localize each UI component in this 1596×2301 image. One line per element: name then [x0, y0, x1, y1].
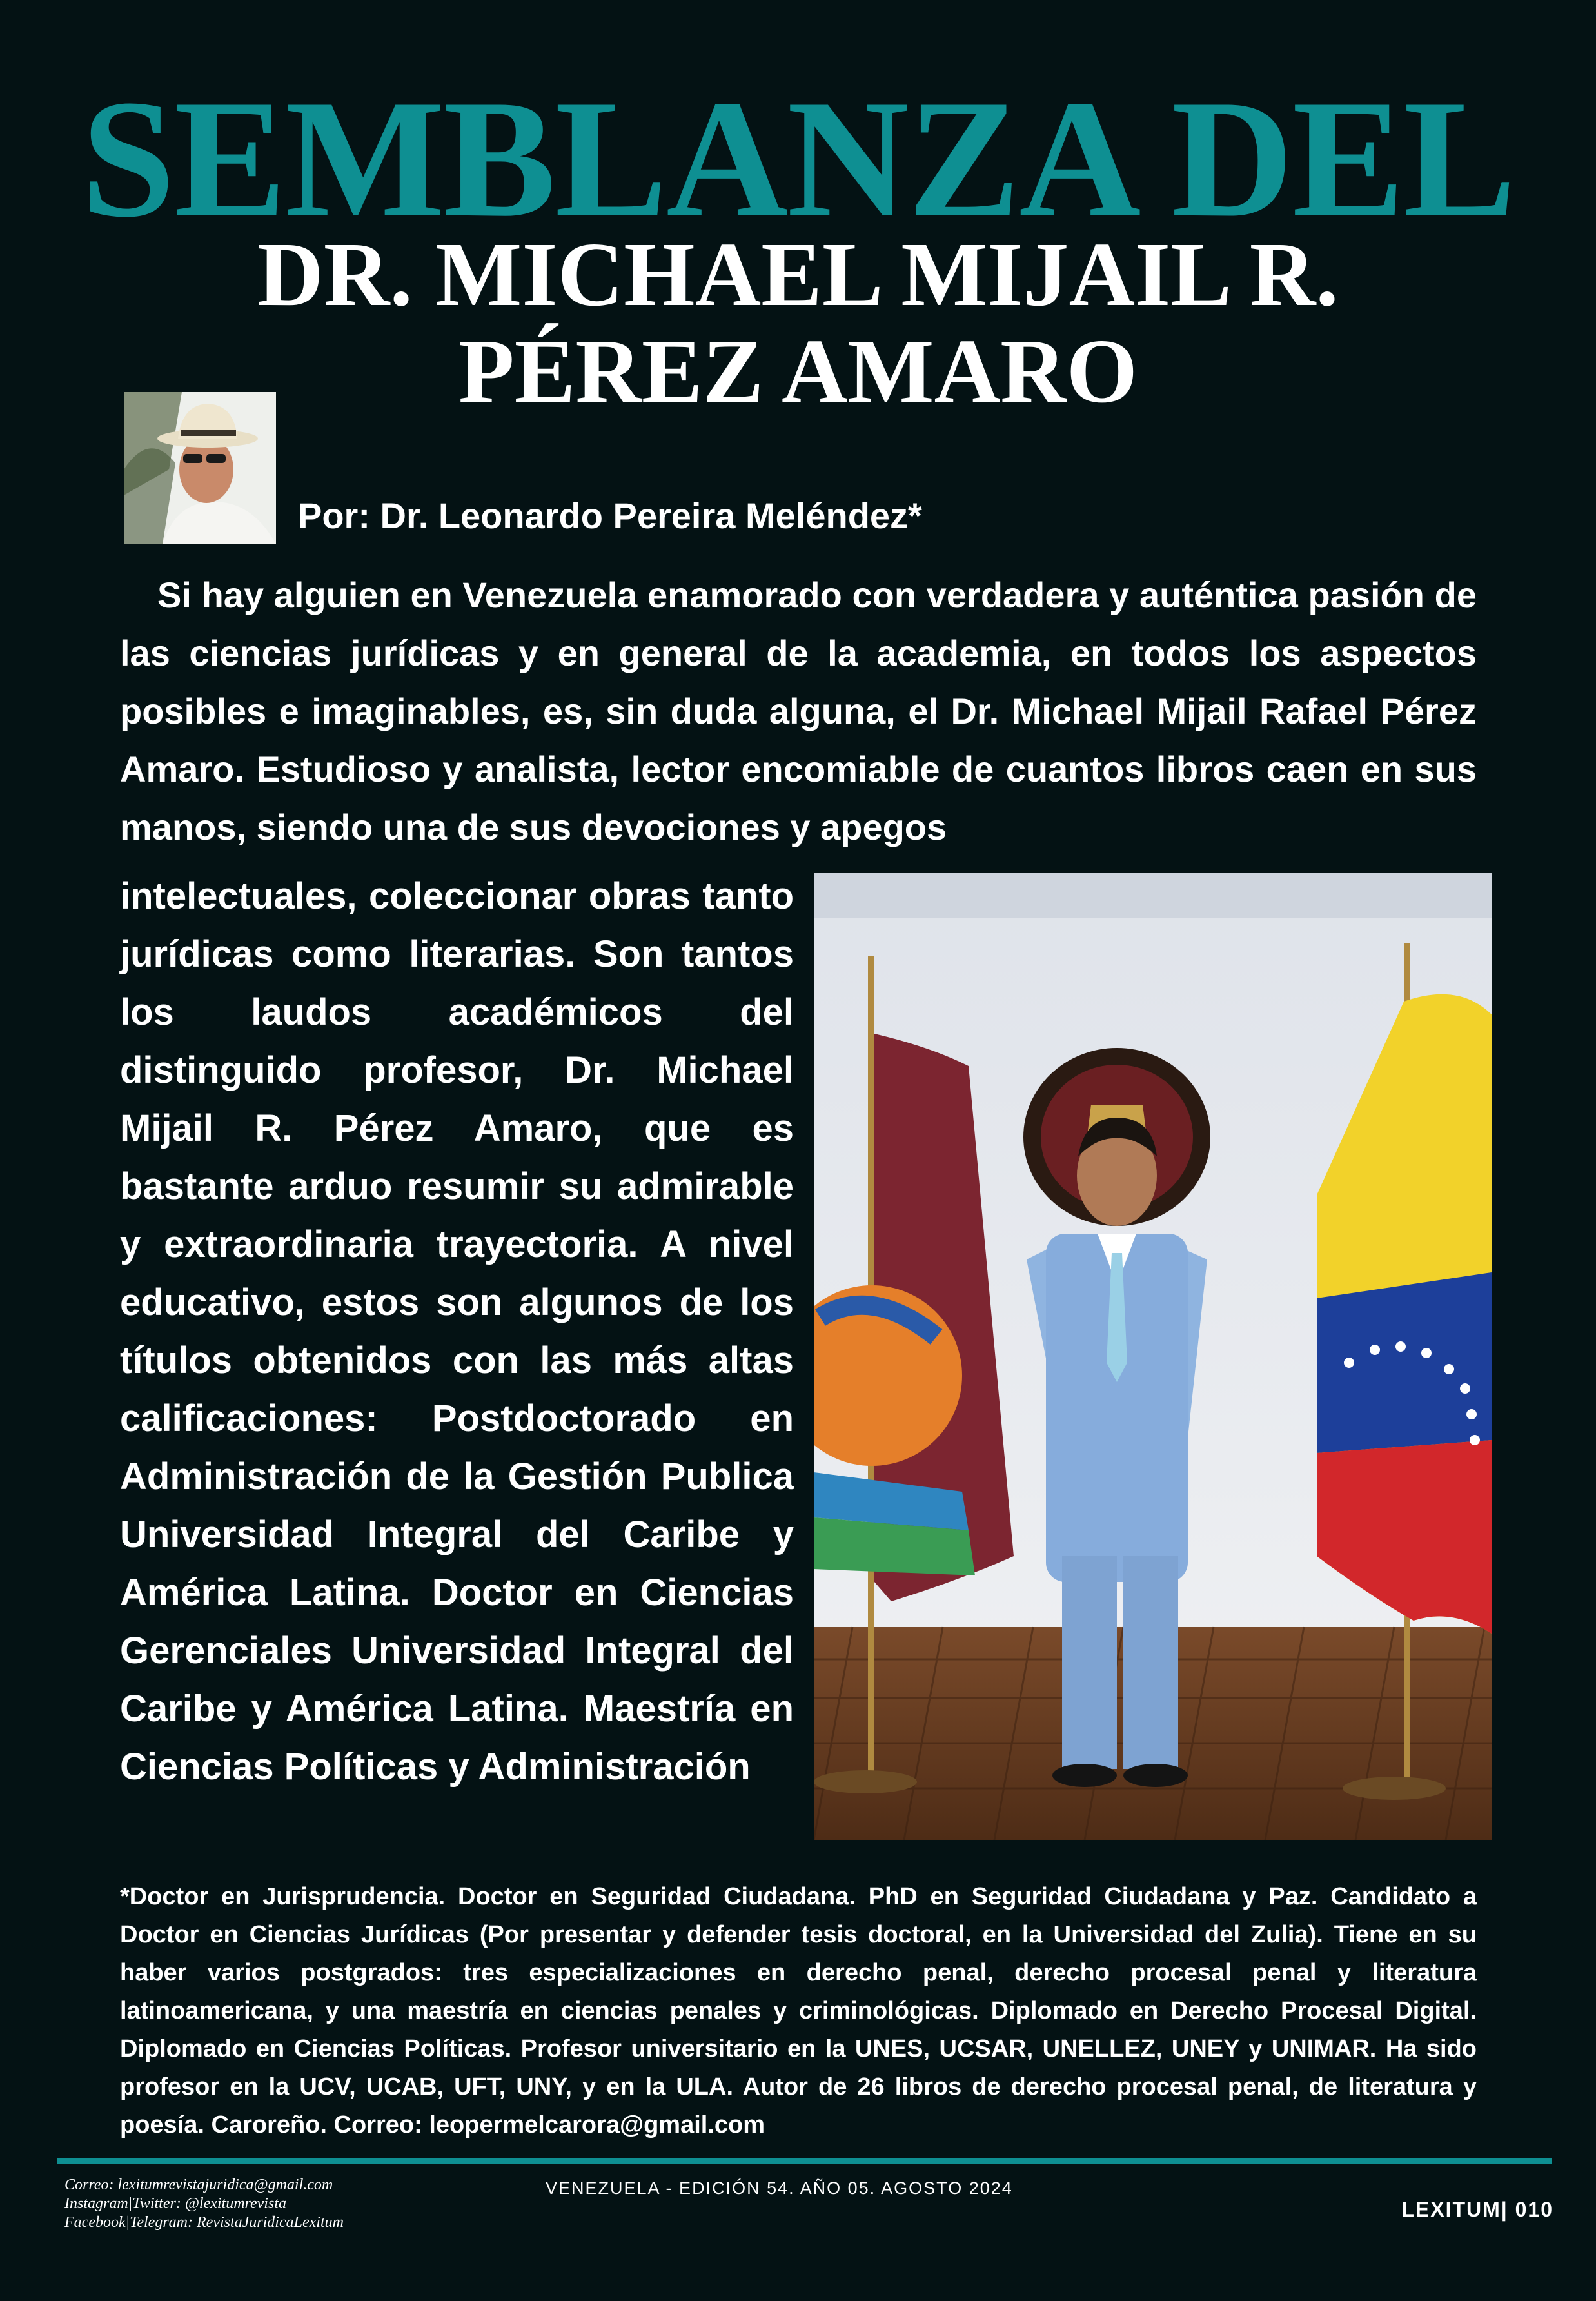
- subject-photo: [814, 873, 1492, 1840]
- author-footnote: *Doctor en Jurisprudencia. Doctor en Seguridad Ciudadana. PhD en Seguridad Ciudadana y Paz. Candidato a Doctor en Ciencias Jurídicas (Por presentar y defender tesis doctoral, en la Universidad del Zulia). Tiene en su haber varios postgrados: tres especializaciones en derecho penal, derecho procesal penal y literatura latinoamericana, y una maestría en ciencias penales y criminológicas. Diplomado en Derecho Procesal Digital. Diplomado en Ciencias Políticas. Profesor universitario en la UNES, UCSAR, UNELLEZ, UNEY y UNIMAR. Ha sido profesor en la UCV, UCAB, UFT, UNY, y en la ULA. Autor de 26 libros de derecho procesal penal, de literatura y poesía. Caroreño. Correo: leopermelcarora@gmail.com: [120, 1883, 1477, 2138]
- subtitle-line-1: DR. MICHAEL MIJAIL R.: [257, 223, 1339, 325]
- body-column-paragraph: intelectuales, coleccionar obras tanto jurídicas como literarias. Son tantos los laudos académicos del distinguido profesor, Dr. Michael Mijail R. Pérez Amaro, que es bastante arduo resumir su admirable y extraordinaria trayectoria. A nivel educativo, estos son algunos de los títulos obtenidos con las más altas calificaciones: Postdoctorado en Administración de la Gestión Publica Universidad Integral del Caribe y América Latina. Doctor en Ciencias Gerenciales Universidad Integral del Caribe y América Latina. Maestría en Ciencias Políticas y Administración: [120, 875, 794, 1788]
- article-title: SEMBLANZA DEL: [81, 65, 1515, 252]
- footer-facebook: Facebook|Telegram: RevistaJuridicaLexitum: [64, 2214, 344, 2231]
- article-byline: Por: Dr. Leonardo Pereira Meléndez*: [298, 495, 922, 536]
- footer-email: Correo: lexitumrevistajuridica@gmail.com: [64, 2177, 333, 2193]
- subtitle-line-2: PÉREZ AMARO: [458, 320, 1138, 422]
- footer-edition: VENEZUELA - EDICIÓN 54. AÑO 05. AGOSTO 2024: [546, 2178, 1013, 2198]
- footer-social: Instagram|Twitter: @lexitumrevista: [64, 2195, 286, 2212]
- page-number: LEXITUM| 010: [1401, 2198, 1553, 2221]
- footer-contacts: [64, 2176, 344, 2232]
- author-portrait-image: [124, 392, 276, 544]
- author-photo: [124, 392, 276, 544]
- intro-paragraph: Si hay alguien en Venezuela enamorado con verdadera y auténtica pasión de las ciencias jurídicas y en general de la academia, en todos los aspectos posibles e imaginables, es, sin duda alguna, el Dr. Michael Mijail Rafael Pérez Amaro. Estudioso y analista, lector encomiable de cuantos libros caen en sus manos, siendo una de sus devociones y apegos: [120, 575, 1477, 847]
- article-subtitle: [0, 223, 1596, 422]
- footer-divider: [57, 2158, 1552, 2164]
- subject-portrait-image: [814, 873, 1492, 1840]
